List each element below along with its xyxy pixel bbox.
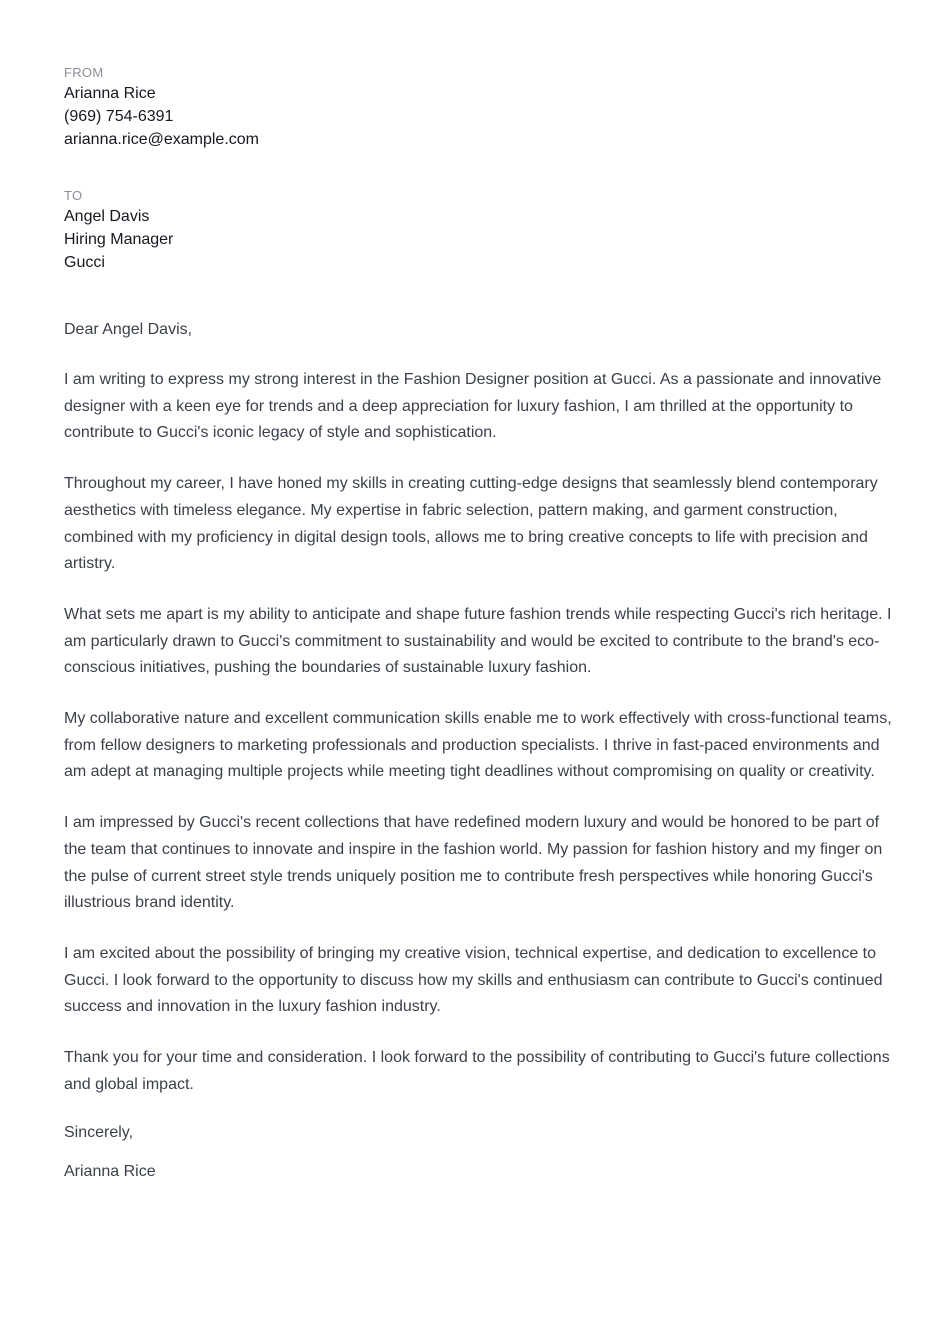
body-paragraph: Throughout my career, I have honed my skills in creating cutting-edge designs that seamlessly blend contemporary aesthetics with timeless elegance. My expertise in fabric selection, pattern making, and garment construction, combined with my proficiency in digital design tools, allows me to bring creative concepts to life with precision and artistry. bbox=[64, 475, 878, 573]
recipient-company: Gucci bbox=[64, 254, 105, 271]
body-paragraph: I am impressed by Gucci's recent collections that have redefined modern luxury and would be honored to be part of the team that continues to innovate and inspire in the fashion world. My passion for fashion history and my finger on the pulse of current street style trends uniquely position me to contribute fresh perspectives while honoring Gucci's illustrious brand identity. bbox=[64, 814, 883, 912]
body-paragraph: I am excited about the possibility of bringing my creative vision, technical expertise, and dedication to excellence to Gucci. I look forward to the opportunity to discuss how my skills and enthusiasm can contribute to Gucci's continued success and innovation in the luxury fashion industry. bbox=[64, 944, 883, 1016]
sender-block bbox=[64, 64, 896, 151]
recipient-title: Hiring Manager bbox=[64, 231, 174, 248]
sender-phone: (969) 754-6391 bbox=[64, 108, 174, 125]
body-paragraph: What sets me apart is my ability to anticipate and shape future fashion trends while respecting Gucci's rich heritage. I am particularly drawn to Gucci's commitment to sustainability and would be excited to contribute to the brand's eco-conscious initiatives, pushing the boundaries of sustainable luxury fashion. bbox=[64, 605, 892, 677]
sender-name: Arianna Rice bbox=[64, 85, 156, 102]
letter-body bbox=[64, 367, 896, 1098]
signature: Arianna Rice bbox=[64, 1163, 156, 1181]
recipient-name: Angel Davis bbox=[64, 208, 150, 225]
sender-email: arianna.rice@example.com bbox=[64, 131, 259, 148]
body-paragraph: I am writing to express my strong interest in the Fashion Designer position at Gucci. As a passionate and innovative designer with a keen eye for trends and a deep appreciation for luxury fashion, I am thrilled at the opportunity to contribute to Gucci's iconic legacy of style and sophistication. bbox=[64, 371, 882, 442]
body-paragraph: Thank you for your time and consideration. I look forward to the possibility of contributing to Gucci's future collections and global impact. bbox=[64, 1049, 890, 1093]
cover-letter bbox=[64, 64, 896, 1185]
body-paragraph: My collaborative nature and excellent communication skills enable me to work effectively with cross-functional teams, from fellow designers to marketing professionals and production specialists. I thrive in fast-paced environments and am adept at managing multiple projects while meeting tight deadlines without compromising on quality or creativity. bbox=[64, 710, 892, 781]
recipient-block bbox=[64, 187, 896, 274]
salutation: Dear Angel Davis, bbox=[64, 321, 193, 338]
to-label: TO bbox=[64, 188, 83, 203]
closing: Sincerely, bbox=[64, 1124, 134, 1142]
from-label: FROM bbox=[64, 65, 104, 80]
